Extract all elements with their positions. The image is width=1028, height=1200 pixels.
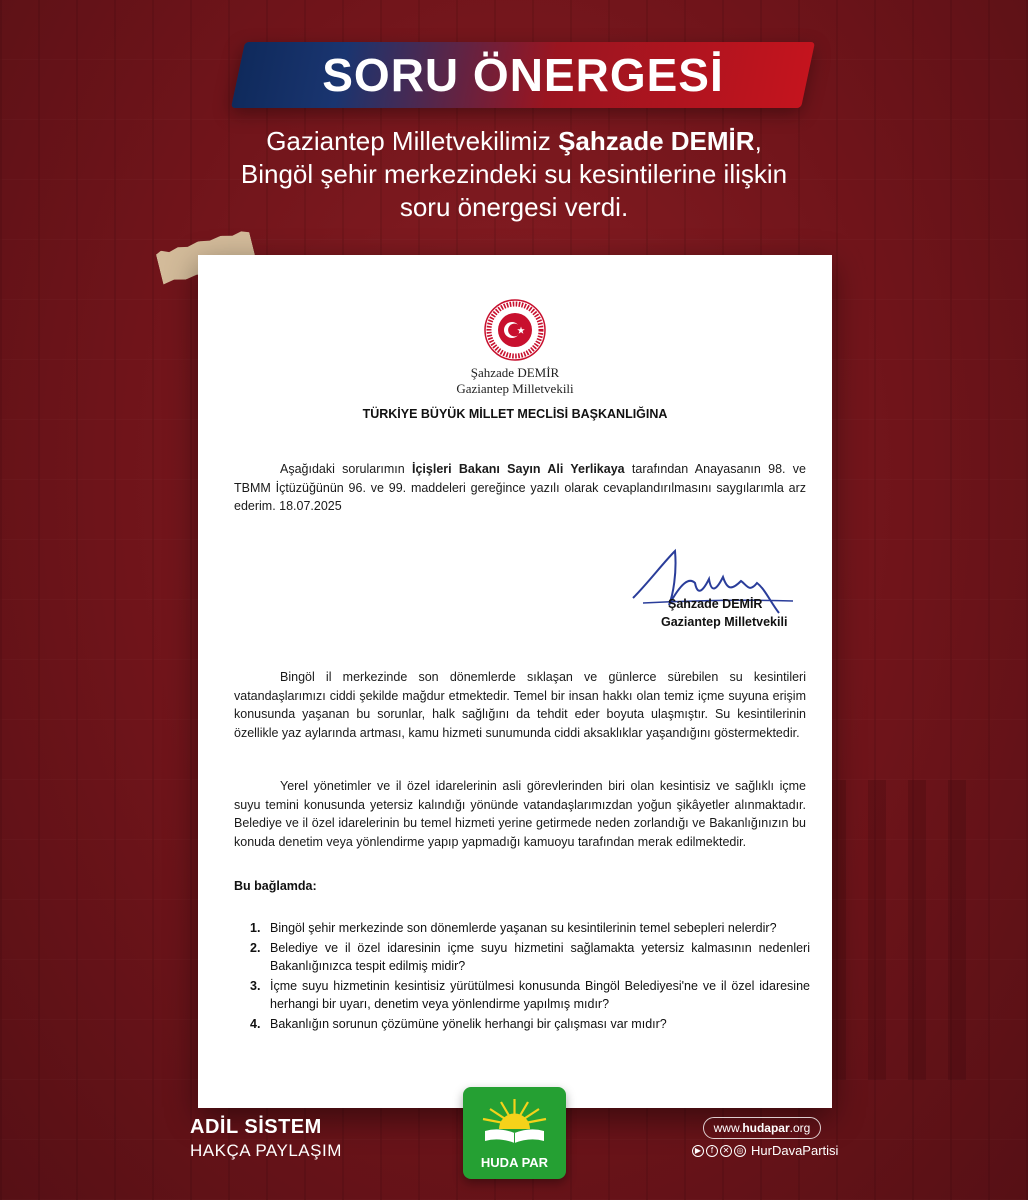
tbmm-seal-icon: [484, 299, 546, 361]
slogan-line2: HAKÇA PAYLAŞIM: [190, 1141, 342, 1160]
subtitle-line2: Bingöl şehir merkezindeki su kesintilerine ilişkin: [240, 159, 788, 189]
question-item: 1. Bingöl şehir merkezinde son dönemlerde yaşanan su kesintilerinin temel sebepleri nelerdir?: [250, 921, 777, 935]
hudapar-logo[interactable]: [463, 1087, 566, 1179]
question-item: 4. Bakanlığın sorunun çözümüne yönelik herhangi bir çalışması var mıdır?: [250, 1016, 667, 1031]
addressee: TÜRKİYE BÜYÜK MİLLET MECLİSİ BAŞKANLIĞINA: [362, 407, 668, 421]
instagram-icon[interactable]: ◎: [734, 1145, 746, 1157]
question-item: 2. Belediye ve il özel idaresinin içme suyu hizmetini sağlamakta yetersiz kalmasının nedenleri Bakanlığınızca tespit edilmiş midir?: [250, 940, 810, 973]
signature-name: Şahzade DEMİR: [668, 597, 763, 611]
intro-minister: İçişleri Bakanı Sayın Ali Yerlikaya: [412, 462, 625, 476]
subtitle: [150, 125, 878, 224]
website-link[interactable]: [703, 1117, 821, 1139]
subtitle-name: Şahzade DEMİR: [558, 126, 755, 156]
url-domain: hudapar: [742, 1121, 790, 1135]
questions-heading: Bu bağlamda:: [234, 879, 317, 893]
intro-paragraph: [234, 460, 806, 516]
logo-text: HUDA PAR: [480, 1155, 549, 1170]
slogan-line1: ADİL SİSTEM: [190, 1116, 322, 1138]
x-icon[interactable]: ✕: [720, 1145, 732, 1157]
questions-list: [250, 919, 810, 1034]
sender-role: Gaziantep Milletvekili: [456, 381, 574, 396]
body-paragraph-1: Bingöl il merkezinde son dönemlerde sıklaşan ve günlerce sürebilen su kesintileri vatandaşlarımızı ciddi şekilde mağdur etmektedir. Temel bir insan hakkı olan temiz içme suyuna erişim konusunda yaşanan bu sorunlar, halk sağlığını da tehdit eder boyuta ulaşmıştır. Su kesintilerinin özellikle yaz aylarında artması, kamu hizmeti sunumunda ciddi aksaklıklar yaşandığını göstermektedir.: [234, 670, 806, 740]
social-links: [692, 1143, 838, 1158]
signature-icon: [623, 543, 803, 623]
sun-book-icon: [477, 1095, 552, 1153]
social-handle[interactable]: HurDavaPartisi: [751, 1143, 839, 1158]
youtube-icon[interactable]: ▶: [692, 1145, 704, 1157]
url-prefix: www.: [713, 1121, 743, 1135]
signature-role: Gaziantep Milletvekili: [661, 615, 788, 629]
subtitle-prefix: Gaziantep Milletvekilimiz: [266, 126, 559, 156]
url-suffix: .org: [789, 1121, 811, 1135]
slogan: [190, 1116, 342, 1161]
subtitle-line3: soru önergesi verdi.: [399, 192, 629, 222]
question-item: 3. İçme suyu hizmetinin kesintisiz yürütülmesi konusunda Bingöl Belediyesi'ne ve il özel idaresine herhangi bir uyarı, denetim veya yönlendirme yapılmış mıdır?: [250, 978, 810, 1011]
sender-name: Şahzade DEMİR: [470, 365, 560, 380]
intro-text-pre: Aşağıdaki sorularımın: [280, 462, 412, 476]
facebook-icon[interactable]: f: [706, 1145, 718, 1157]
intro-text-post: tarafından Anayasanın 98. ve TBMM İçtüzüğünün 96. ve 99. maddeleri gereğince yazılı olarak cevaplandırılmasını saygılarımla arz ederim. 18.07.2025: [234, 462, 806, 513]
page-title: SORU ÖNERGESİ: [322, 49, 724, 101]
document-paper: [198, 255, 832, 1108]
subtitle-comma: ,: [754, 126, 762, 156]
body-paragraph-2: Yerel yönetimler ve il özel idarelerinin asli görevlerinden biri olan kesintisiz ve sağlıklı içme suyu temini konusunda yetersiz kalındığı yönünde vatandaşlarımızdan yoğun şikâyetler alınmaktadır. Belediye ve il özel idarelerinin bu temel hizmeti yerine getirmede neden zorlandığı ve Bakanlığınızın bu konuda denetim veya yönlendirme yapıp yapmadığı kamuoyu tarafından merak edilmektedir.: [234, 779, 806, 849]
